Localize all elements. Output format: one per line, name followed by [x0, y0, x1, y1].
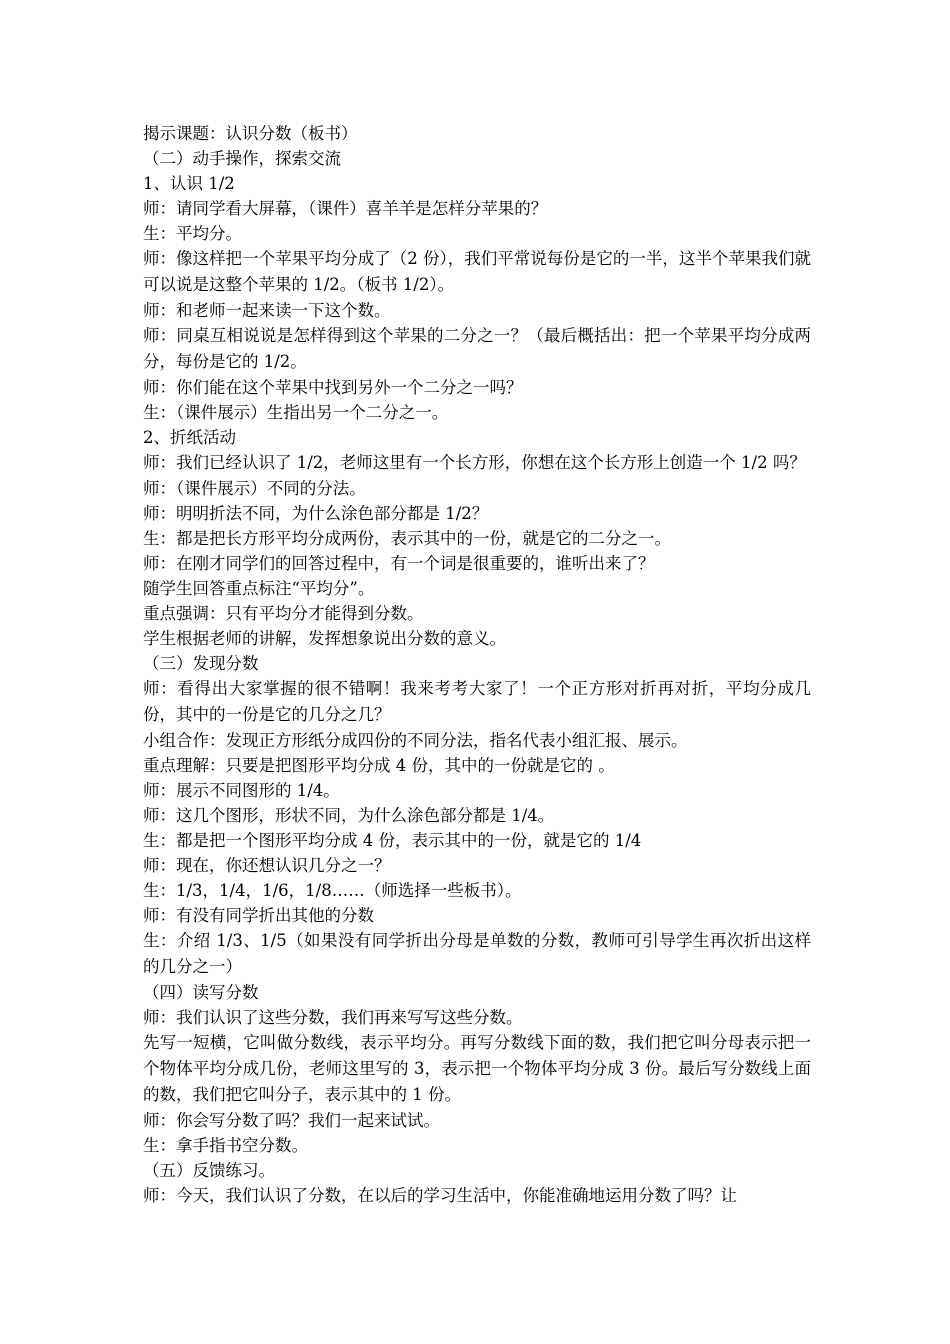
dialogue-line: 师：我们认识了这些分数，我们再来写写这些分数。 — [143, 1008, 523, 1027]
dialogue-line: 生：1/3，1/4，1/6，1/8……（师选择一些板书）。 — [143, 881, 522, 900]
explanation-paragraph: 先写一短横，它叫做分数线，表示平均分。再写分数线下面的数，我们把它叫分母表示把一个物体平均分成几份，老师这里写的 3，表示把一个物体平均分成 3 份。最后写分数线上面的数，我们把它叫分子，表示其中的 1 份。 — [143, 1033, 811, 1104]
dialogue-line: 生：拿手指书空分数。 — [143, 1136, 308, 1155]
subsection-heading: 2、折纸活动 — [143, 428, 236, 447]
note-line: 学生根据老师的讲解，发挥想象说出分数的意义。 — [143, 629, 506, 648]
dialogue-paragraph: 师：看得出大家掌握的很不错啊！我来考考大家了！一个正方形对折再对折，平均分成几份，其中的一份是它的几分之几？ — [143, 679, 811, 724]
dialogue-line: 师：今天，我们认识了分数，在以后的学习生活中，你能准确地运用分数了吗？让 — [143, 1186, 737, 1205]
subsection-heading: 1、认识 1/2 — [143, 174, 235, 193]
dialogue-line: 师：在刚才同学们的回答过程中，有一个词是很重要的，谁听出来了？ — [143, 554, 655, 573]
lesson-title-line: 揭示课题：认识分数（板书） — [143, 124, 358, 143]
section-heading: （四）读写分数 — [143, 983, 259, 1002]
note-line: 小组合作：发现正方形纸分成四份的不同分法，指名代表小组汇报、展示。 — [143, 731, 688, 750]
section-heading: （三）发现分数 — [143, 654, 259, 673]
dialogue-line: 师：有没有同学折出其他的分数 — [143, 906, 374, 925]
dialogue-line: 生：平均分。 — [143, 224, 242, 243]
dialogue-paragraph: 师：同桌互相说说是怎样得到这个苹果的二分之一？（最后概括出：把一个苹果平均分成两分，每份是它的 1/2。 — [143, 326, 811, 371]
dialogue-line: 师：你们能在这个苹果中找到另外一个二分之一吗？ — [143, 378, 523, 397]
dialogue-line: 生：都是把一个图形平均分成 4 份，表示其中的一份，就是它的 1/4 — [143, 831, 642, 850]
dialogue-line: 师：和老师一起来读一下这个数。 — [143, 301, 391, 320]
dialogue-paragraph: 生：介绍 1/3、1/5（如果没有同学折出分母是单数的分数，教师可引导学生再次折出这样的几分之一） — [143, 931, 811, 976]
dialogue-line: 师：请同学看大屏幕，（课件）喜羊羊是怎样分苹果的？ — [143, 199, 548, 218]
dialogue-line: 师：明明折法不同，为什么涂色部分都是 1/2？ — [143, 504, 489, 523]
dialogue-paragraph: 师：我们已经认识了 1/2，老师这里有一个长方形，你想在这个长方形上创造一个 1/2 吗？ — [143, 453, 806, 472]
document-page — [143, 121, 811, 1208]
dialogue-line: 生：都是把长方形平均分成两份，表示其中的一份，就是它的二分之一。 — [143, 529, 671, 548]
dialogue-line: 师：这几个图形，形状不同，为什么涂色部分都是 1/4。 — [143, 806, 555, 825]
dialogue-line: 生：（课件展示）生指出另一个二分之一。 — [143, 403, 449, 422]
dialogue-line: 师：展示不同图形的 1/4。 — [143, 781, 340, 800]
note-line: 重点强调：只有平均分才能得到分数。 — [143, 604, 424, 623]
note-line: 重点理解：只要是把图形平均分成 4 份，其中的一份就是它的 。 — [143, 756, 615, 775]
dialogue-line: 师：你会写分数了吗？我们一起来试试。 — [143, 1111, 440, 1130]
dialogue-line: 师：（课件展示）不同的分法。 — [143, 479, 366, 498]
dialogue-line: 师：现在，你还想认识几分之一？ — [143, 856, 391, 875]
section-heading: （五）反馈练习。 — [143, 1161, 275, 1180]
section-heading: （二）动手操作，探索交流 — [143, 149, 341, 168]
note-line: 随学生回答重点标注“平均分”。 — [143, 579, 375, 598]
dialogue-paragraph: 师：像这样把一个苹果平均分成了（2 份），我们平常说每份是它的一半，这半个苹果我们就可以说是这整个苹果的 1/2。（板书 1/2）。 — [143, 249, 811, 294]
